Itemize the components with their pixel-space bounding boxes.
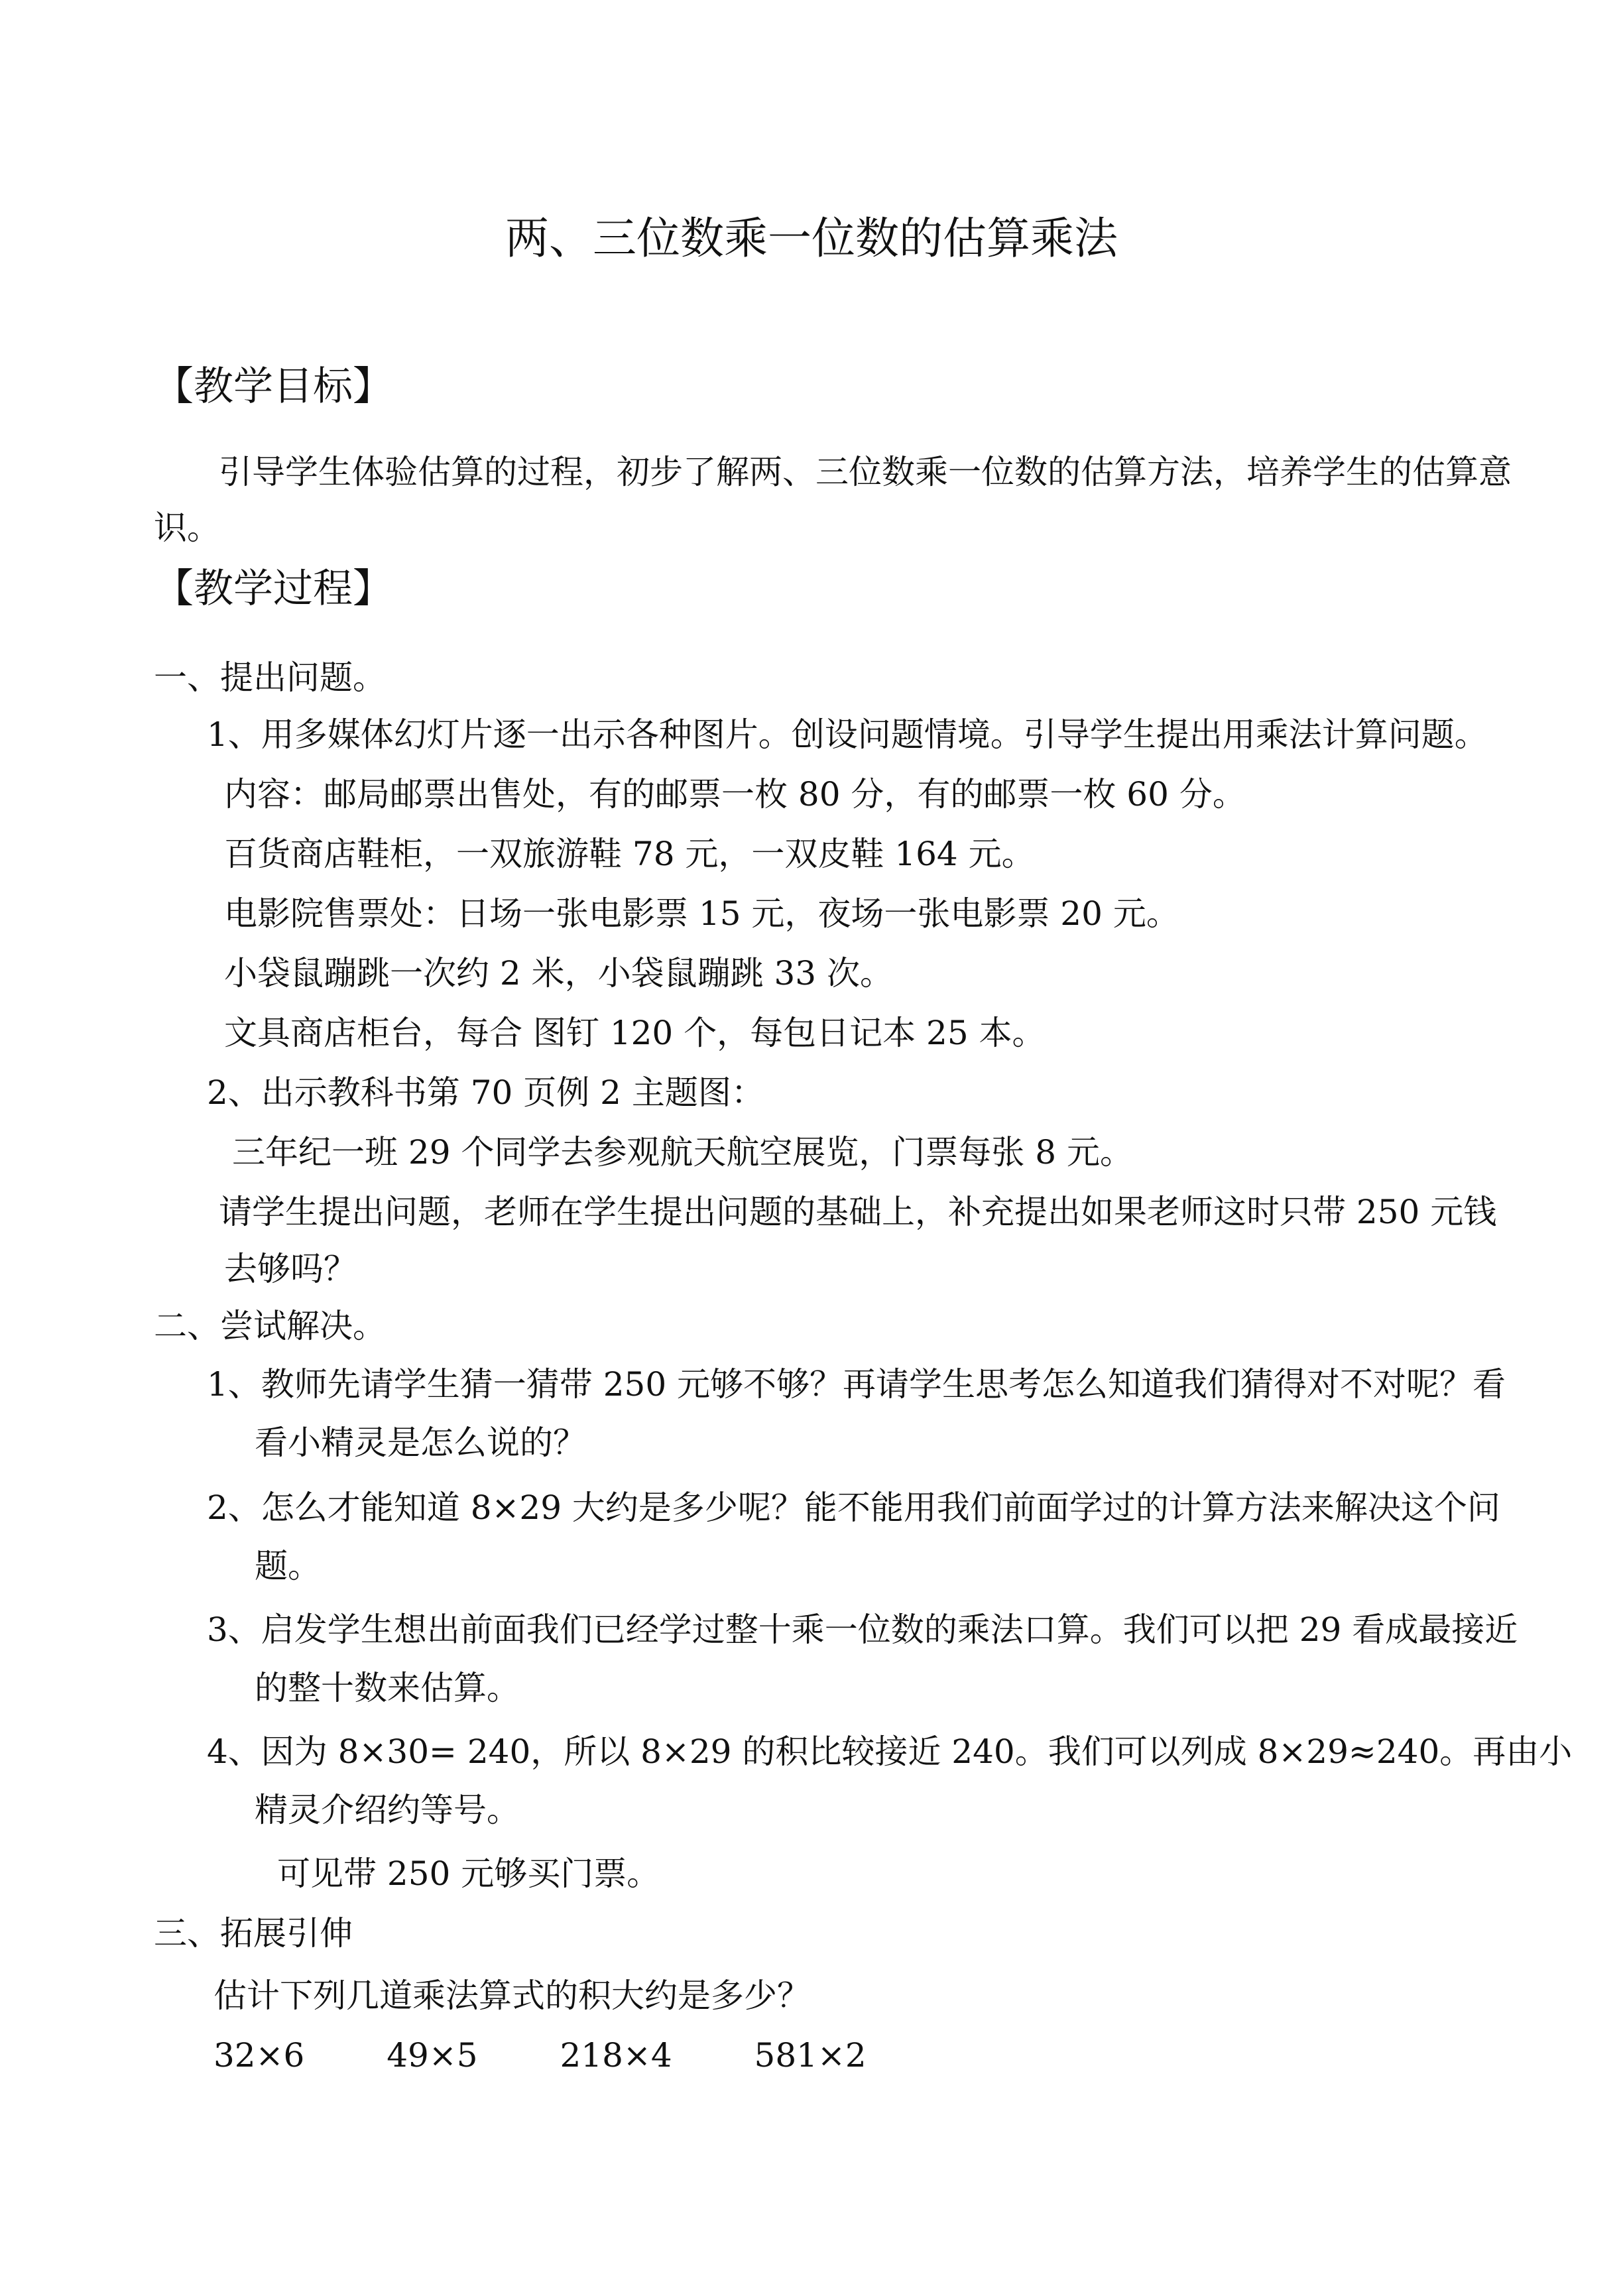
part3-heading: 三、拓展引伸 <box>154 1914 353 1953</box>
part2-heading: 二、尝试解决。 <box>154 1307 386 1345</box>
part2-item4-line1: 4、因为 8×30= 240，所以 8×29 的积比较接近 240。我们可以列成 8×29≈240。再由小 <box>207 1732 1573 1771</box>
part1-content-5: 文具商店柜台，每合 图钉 120 个，每包日记本 25 本。 <box>224 1014 1046 1052</box>
part2-item3-line2: 的整十数来估算。 <box>255 1669 520 1707</box>
part1-content-1: 内容：邮局邮票出售处，有的邮票一枚 80 分，有的邮票一枚 60 分。 <box>224 775 1246 814</box>
part3-expressions <box>213 2034 938 2077</box>
part1-item1: 1、用多媒体幻灯片逐一出示各种图片。创设问题情境。引导学生提出用乘法计算问题。 <box>207 715 1488 754</box>
part2-item2-line1: 2、怎么才能知道 8×29 大约是多少呢？能不能用我们前面学过的计算方法来解决这个问 <box>207 1488 1500 1527</box>
goals-text-line2: 识。 <box>154 509 220 547</box>
goals-heading: 【教学目标】 <box>154 363 392 410</box>
part2-item4-line2: 精灵介绍约等号。 <box>255 1791 520 1829</box>
document-title: 两、三位数乘一位数的估算乘法 <box>505 213 1118 264</box>
part1-item2: 2、出示教科书第 70 页例 2 主题图： <box>207 1073 764 1112</box>
part1-content-3: 电影院售票处：日场一张电影票 15 元，夜场一张电影票 20 元。 <box>224 894 1179 933</box>
part1-item2-ask-line1: 请学生提出问题，老师在学生提出问题的基础上，补充提出如果老师这时只带 250 元钱 <box>219 1193 1497 1231</box>
part1-item2-text: 三年纪一班 29 个同学去参观航天航空展览，门票每张 8 元。 <box>232 1133 1134 1172</box>
expression-2: 49×5 <box>387 2036 478 2075</box>
part2-item2-line2: 题。 <box>255 1547 321 1585</box>
part2-item3-line1: 3、启发学生想出前面我们已经学过整十乘一位数的乘法口算。我们可以把 29 看成最接近 <box>207 1610 1518 1649</box>
part1-item2-ask-line2: 去够吗？ <box>224 1250 357 1288</box>
part2-item1-line2: 看小精灵是怎么说的？ <box>255 1423 586 1462</box>
part1-content-2: 百货商店鞋柜，一双旅游鞋 78 元，一双皮鞋 164 元。 <box>224 835 1035 873</box>
part2-conclusion: 可见带 250 元够买门票。 <box>277 1854 660 1893</box>
expression-1: 32×6 <box>213 2036 305 2075</box>
part2-item1-line1: 1、教师先请学生猜一猜带 250 元够不够？再请学生思考怎么知道我们猜得对不对呢？看 <box>207 1365 1506 1404</box>
part1-content-4: 小袋鼠蹦跳一次约 2 米，小袋鼠蹦跳 33 次。 <box>224 954 894 993</box>
goals-text-line1: 引导学生体验估算的过程，初步了解两、三位数乘一位数的估算方法，培养学生的估算意 <box>219 453 1512 491</box>
process-heading: 【教学过程】 <box>154 566 392 612</box>
part1-heading: 一、提出问题。 <box>154 658 386 697</box>
part3-prompt: 估计下列几道乘法算式的积大约是多少？ <box>213 1976 810 2015</box>
expression-3: 218×4 <box>560 2036 672 2075</box>
expression-4: 581×2 <box>754 2036 867 2075</box>
